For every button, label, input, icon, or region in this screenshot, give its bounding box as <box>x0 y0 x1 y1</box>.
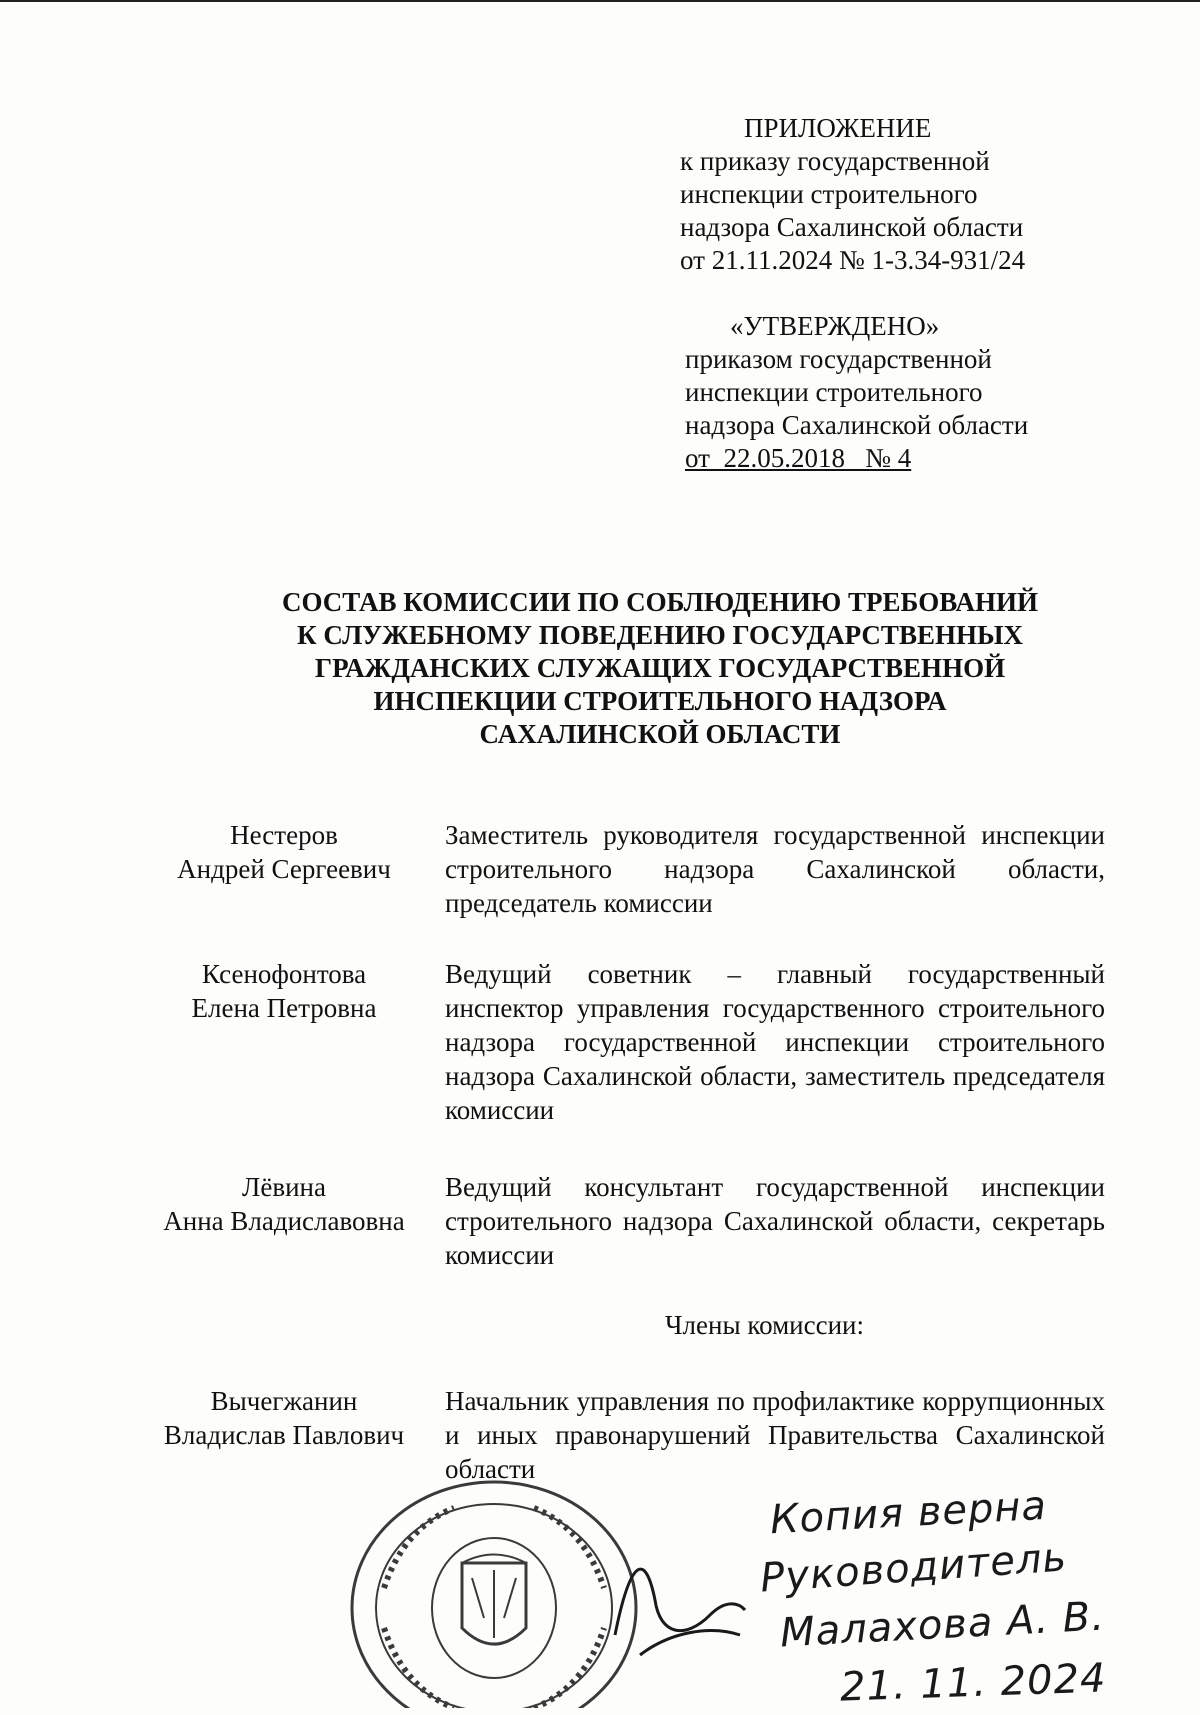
appendix-line: надзора Сахалинской области <box>680 212 1024 242</box>
member-role: Ведущий советник – главный государственный инспектор управления государственного строительного надзора государственной инспекции строительного надзора Сахалинской области, заместитель председателя комиссии <box>445 959 1105 1125</box>
document-title-line: ГРАЖДАНСКИХ СЛУЖАЩИХ ГОСУДАРСТВЕННОЙ <box>314 653 1006 683</box>
scan-top-border <box>0 0 1200 2</box>
appendix-title: ПРИЛОЖЕНИЕ <box>744 113 932 143</box>
approved-header <box>685 310 1028 475</box>
member-name <box>150 818 418 886</box>
approved-title: «УТВЕРЖДЕНО» <box>730 311 940 341</box>
copy-certification-note <box>758 1482 1160 1715</box>
official-seal-stamp <box>344 1468 644 1708</box>
member-role: Начальник управления по профилактике коррупционных и иных правонарушений Правительства Сахалинской области <box>445 1386 1105 1484</box>
members-heading: Члены комиссии: <box>665 1310 864 1340</box>
member-given-names: Владислав Павлович <box>163 1420 405 1450</box>
member-given-names: Анна Владиславовна <box>163 1206 405 1236</box>
approved-line: надзора Сахалинской области <box>685 410 1029 440</box>
member-name <box>150 1384 418 1452</box>
member-given-names: Андрей Сергеевич <box>177 854 391 884</box>
certification-date: 21. 11. 2024 <box>839 1655 1108 1711</box>
document-title-line: К СЛУЖЕБНОМУ ПОВЕДЕНИЮ ГОСУДАРСТВЕННЫХ <box>297 620 1023 650</box>
member-surname: Лёвина <box>242 1172 326 1202</box>
signature <box>600 1540 750 1660</box>
approved-line: инспекции строительного <box>685 377 983 407</box>
document-title <box>200 586 1120 751</box>
member-surname: Нестеров <box>230 820 338 850</box>
document-title-line: САХАЛИНСКОЙ ОБЛАСТИ <box>479 719 841 749</box>
certification-line: Руководитель <box>758 1534 1069 1602</box>
member-surname: Ксенофонтова <box>201 959 367 989</box>
certification-line: Копия верна <box>768 1482 1049 1544</box>
member-role: Ведущий консультант государственной инспекции строительного надзора Сахалинской области, секретарь комиссии <box>445 1172 1105 1270</box>
member-surname: Вычегжанин <box>210 1386 358 1416</box>
member-name <box>150 957 418 1025</box>
document-title-line: СОСТАВ КОМИССИИ ПО СОБЛЮДЕНИЮ ТРЕБОВАНИЙ <box>281 587 1039 617</box>
member-name <box>150 1170 418 1238</box>
document-title-line: ИНСПЕКЦИИ СТРОИТЕЛЬНОГО НАДЗОРА <box>373 686 947 716</box>
appendix-header <box>680 112 1025 277</box>
appendix-line: к приказу государственной <box>680 146 990 176</box>
appendix-line: инспекции строительного <box>680 179 978 209</box>
approved-date-line: от 22.05.2018 № 4 <box>685 443 912 473</box>
member-given-names: Елена Петровна <box>191 993 377 1023</box>
appendix-order-reference: от 21.11.2024 № 1-3.34-931/24 <box>680 245 1026 275</box>
member-role: Заместитель руководителя государственной инспекции строительного надзора Сахалинской области, председатель комиссии <box>445 820 1105 918</box>
approved-line: приказом государственной <box>685 344 992 374</box>
certification-line: Малахова А. В. <box>779 1593 1106 1657</box>
